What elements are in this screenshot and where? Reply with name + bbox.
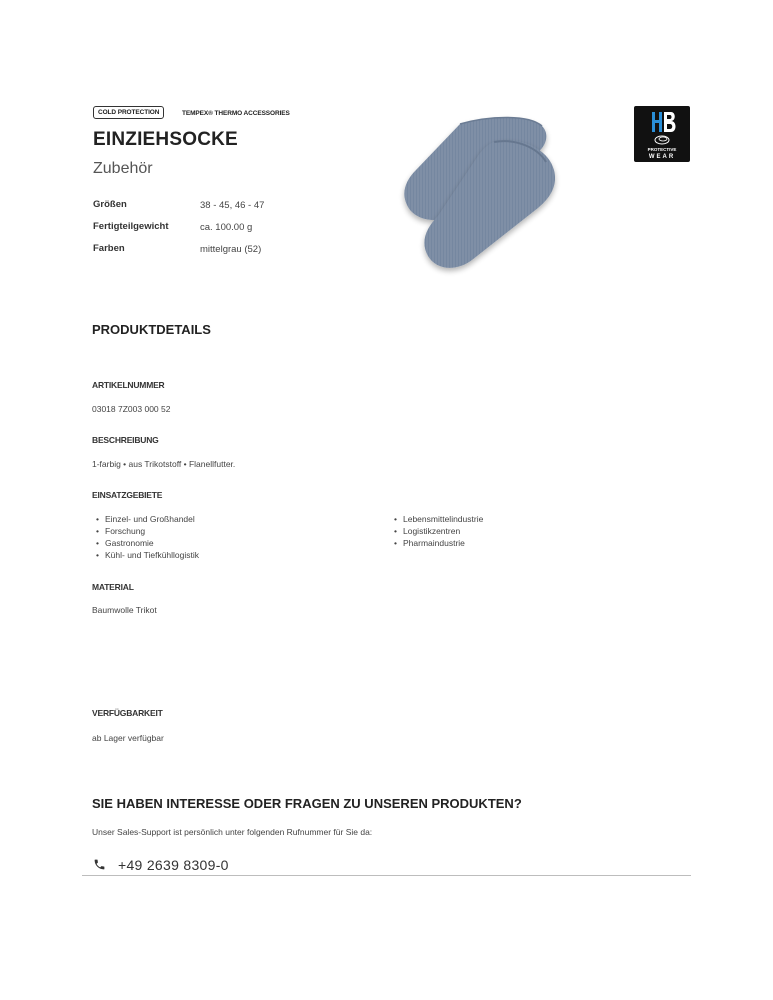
material-value: Baumwolle Trikot	[92, 605, 157, 615]
svg-text:WEAR: WEAR	[648, 154, 676, 160]
page-title: EINZIEHSOCKE	[93, 129, 238, 150]
list-item: • Einzel- und Großhandel	[94, 513, 199, 525]
list-item: • Kühl- und Tiefkühllogistik	[94, 549, 199, 561]
spec-label-sizes: Größen	[93, 199, 127, 210]
details-section-title: PRODUKTDETAILS	[92, 322, 211, 337]
spec-value-sizes: 38 - 45, 46 - 47	[200, 200, 265, 211]
spec-value-weight: ca. 100.00 g	[200, 222, 253, 233]
page-subtitle: Zubehör	[93, 160, 153, 177]
phone-icon	[93, 858, 106, 871]
list-item: • Forschung	[94, 525, 199, 537]
brand-logo	[634, 106, 690, 162]
divider	[82, 875, 691, 876]
product-line-tag: TEMPEX® THERMO ACCESSORIES	[182, 110, 290, 117]
category-tag: COLD PROTECTION	[93, 106, 164, 119]
contact-text: Unser Sales-Support ist persönlich unter folgenden Rufnummer für Sie da:	[92, 827, 373, 837]
svg-text:PROTECTIVE: PROTECTIVE	[647, 147, 677, 152]
usage-label: EINSATZGEBIETE	[92, 490, 163, 500]
usage-list-right	[392, 513, 483, 549]
usage-list-left	[94, 513, 199, 561]
article-number-value: 03018 7Z003 000 52	[92, 404, 171, 414]
list-item: • Lebensmittelindustrie	[392, 513, 483, 525]
availability-value: ab Lager verfügbar	[92, 733, 164, 743]
contact-title: SIE HABEN INTERESSE ODER FRAGEN ZU UNSEREN PRODUKTEN?	[92, 796, 522, 811]
list-item: • Logistikzentren	[392, 525, 483, 537]
spec-value-colors: mittelgrau (52)	[200, 244, 262, 255]
product-image	[398, 112, 563, 277]
description-value: 1-farbig • aus Trikotstoff • Flanellfutter.	[92, 459, 236, 469]
brand-logo-icon	[634, 106, 690, 162]
availability-label: VERFÜGBARKEIT	[92, 708, 163, 718]
list-item: • Gastronomie	[94, 537, 199, 549]
description-label: BESCHREIBUNG	[92, 435, 159, 445]
material-label: MATERIAL	[92, 582, 134, 592]
article-number-label: ARTIKELNUMMER	[92, 380, 165, 390]
spec-label-weight: Fertigteilgewicht	[93, 221, 169, 232]
phone-number[interactable]: +49 2639 8309-0	[118, 857, 229, 873]
spec-label-colors: Farben	[93, 243, 125, 254]
list-item: • Pharmaindustrie	[392, 537, 483, 549]
